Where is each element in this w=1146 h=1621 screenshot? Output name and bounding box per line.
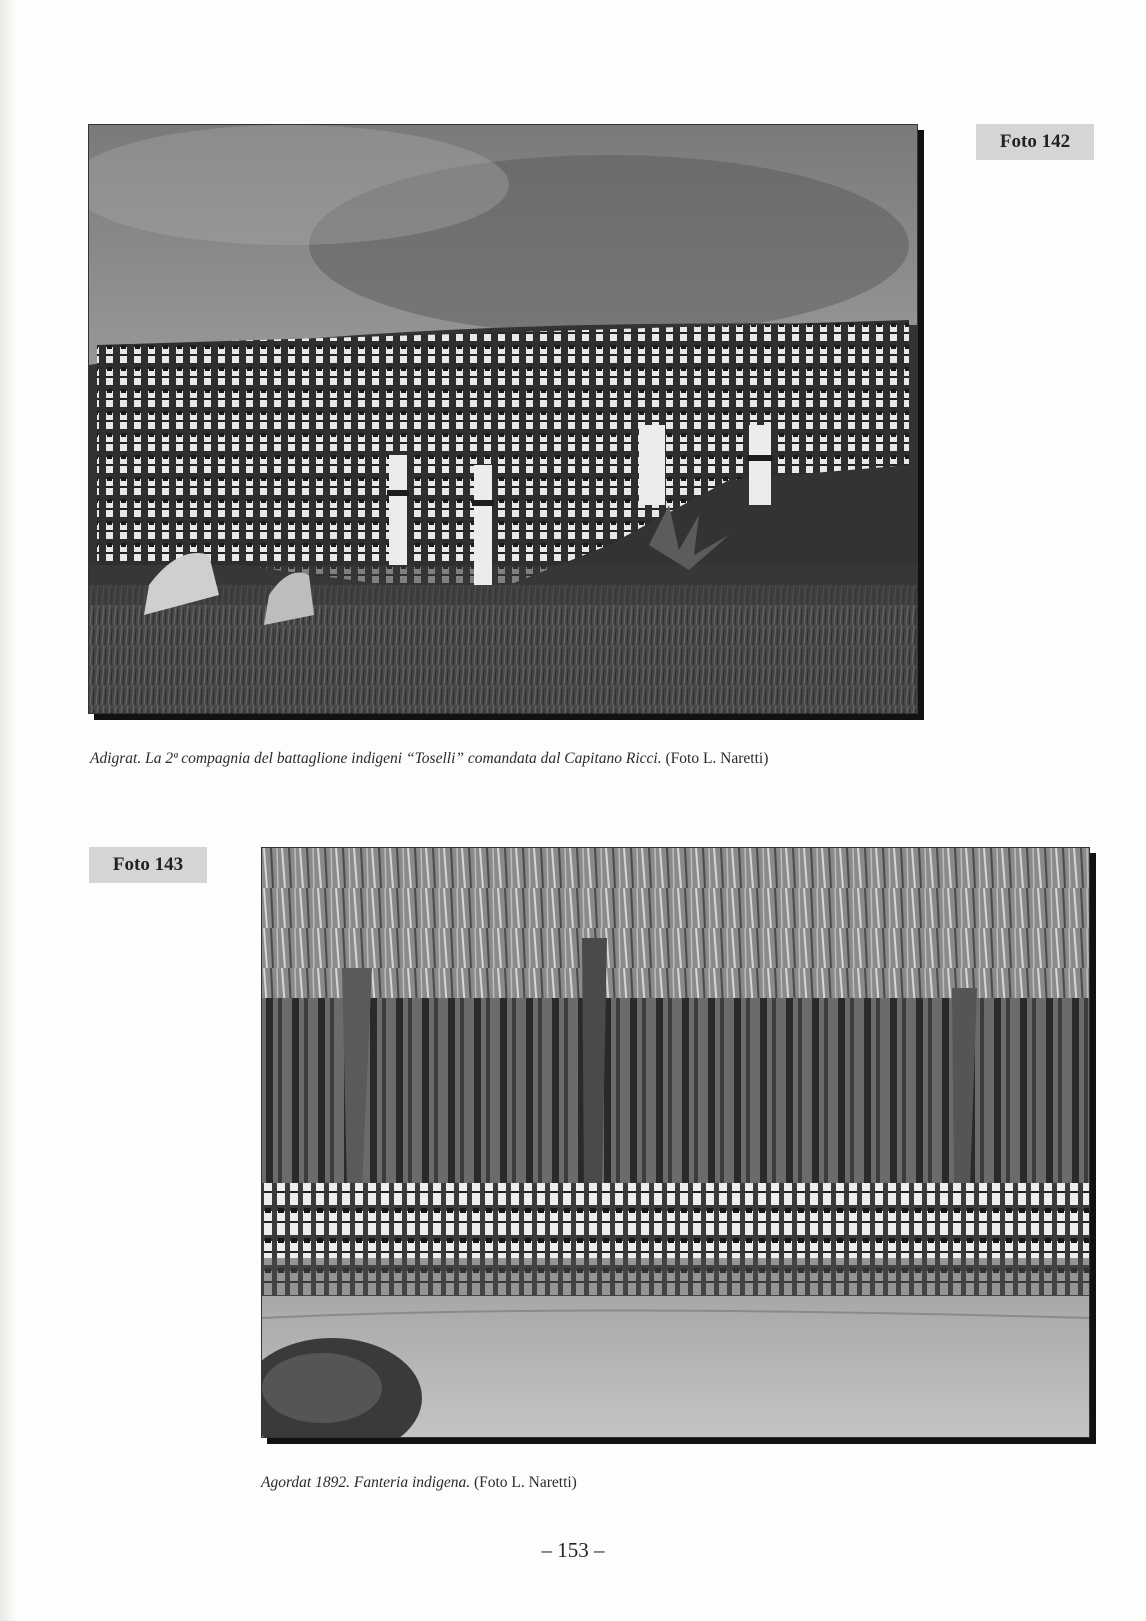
photo-142-image <box>89 125 917 713</box>
photo-143 <box>261 847 1090 1438</box>
caption-142-credit: (Foto L. Naretti) <box>665 750 769 767</box>
caption-143-credit: (Foto L. Naretti) <box>473 1474 577 1491</box>
caption-142 <box>90 750 768 768</box>
photo-142 <box>88 124 918 714</box>
caption-143-text: Agordat 1892. Fanteria indigena. <box>261 1474 471 1491</box>
page-number: – 153 – <box>541 1538 605 1562</box>
photo-label-142: Foto 142 <box>976 124 1094 160</box>
photo-143-image <box>262 848 1089 1437</box>
caption-143 <box>261 1474 577 1492</box>
photo-label-143: Foto 143 <box>89 847 207 883</box>
binding-edge <box>0 0 14 1621</box>
caption-142-text: Adigrat. La 2ª compagnia del battaglione indigeni “Toselli” comandata dal Capitano Ricci. <box>90 750 662 767</box>
